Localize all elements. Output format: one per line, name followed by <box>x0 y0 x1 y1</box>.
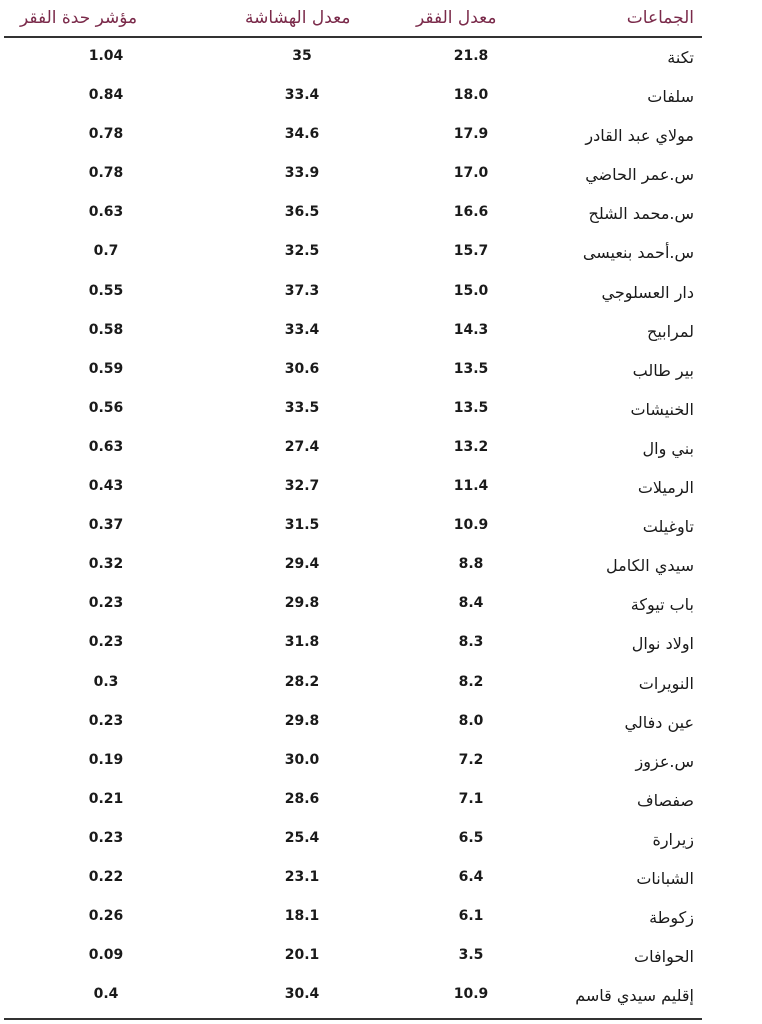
commune-name: الشبانات <box>636 868 694 888</box>
commune-name: مولاي عبد القادر <box>585 126 694 146</box>
poverty-rate-value: 10.9 <box>453 986 489 1003</box>
poverty-severity-value: 0.23 <box>88 595 124 612</box>
table-header <box>4 0 702 38</box>
commune-name: تكنة <box>667 48 694 67</box>
poverty-severity-value: 0.78 <box>88 126 124 143</box>
commune-name: الرميلات <box>637 478 694 498</box>
vulnerability-rate-value: 27.4 <box>284 438 320 455</box>
vulnerability-rate-value: 36.5 <box>284 204 320 221</box>
table-row <box>4 38 702 77</box>
vulnerability-rate-value: 32.5 <box>284 243 320 260</box>
poverty-rate-value: 17.9 <box>453 126 489 143</box>
vulnerability-rate-value: 35 <box>292 48 312 64</box>
commune-name: بني وال <box>642 438 694 458</box>
poverty-table <box>4 0 702 1015</box>
table-row <box>4 585 702 624</box>
poverty-rate-value: 18.0 <box>453 87 489 104</box>
commune-name: زكوطة <box>649 908 694 928</box>
vulnerability-rate-value: 32.7 <box>284 478 320 495</box>
header-vulnerability-rate: معدل الهشاشة <box>245 8 351 28</box>
poverty-rate-value: 15.7 <box>453 243 489 260</box>
table-row <box>4 898 702 937</box>
poverty-rate-value: 8.4 <box>458 595 484 612</box>
poverty-rate-value: 10.9 <box>453 517 489 534</box>
commune-name: س.عزوز <box>635 751 694 771</box>
vulnerability-rate-value: 37.3 <box>284 282 320 299</box>
vulnerability-rate-value: 34.6 <box>284 126 320 143</box>
header-poverty-severity: مؤشر حدة الفقر <box>20 8 138 28</box>
table-row <box>4 233 702 272</box>
commune-name: الخنيشات <box>630 399 694 419</box>
poverty-rate-value: 8.0 <box>458 712 484 729</box>
poverty-rate-value: 7.2 <box>458 751 484 768</box>
vulnerability-rate-value: 33.9 <box>284 165 320 182</box>
vulnerability-rate-value: 31.5 <box>284 517 320 534</box>
table-row <box>4 859 702 898</box>
poverty-severity-value: 0.32 <box>88 556 124 573</box>
poverty-severity-value: 0.43 <box>88 478 124 495</box>
commune-name: بير طالب <box>632 360 694 380</box>
poverty-severity-value: 0.3 <box>93 673 119 690</box>
poverty-severity-value: 0.21 <box>88 790 124 807</box>
table-row <box>4 155 702 194</box>
poverty-severity-value: 0.26 <box>88 908 124 925</box>
poverty-rate-value: 11.4 <box>453 478 489 495</box>
commune-name: س.عمر الحاضي <box>585 165 694 185</box>
table-row <box>4 194 702 233</box>
table-row <box>4 781 702 820</box>
poverty-severity-value: 0.78 <box>88 165 124 182</box>
commune-name: اولاد نوال <box>631 634 694 654</box>
table-row <box>4 351 702 390</box>
poverty-severity-value: 0.23 <box>88 712 124 729</box>
poverty-severity-value: 0.37 <box>88 517 124 534</box>
table-row <box>4 116 702 155</box>
table-row <box>4 820 702 859</box>
table-row <box>4 77 702 116</box>
poverty-rate-value: 14.3 <box>453 321 489 338</box>
poverty-rate-value: 6.4 <box>458 868 484 885</box>
table-row <box>4 546 702 585</box>
commune-name: لمرابيح <box>646 321 694 341</box>
poverty-rate-value: 3.5 <box>458 947 484 964</box>
table-row <box>4 664 702 703</box>
poverty-severity-value: 0.09 <box>88 947 124 964</box>
poverty-severity-value: 0.56 <box>88 399 124 416</box>
commune-name: باب تيوكة <box>630 595 694 615</box>
poverty-rate-value: 13.2 <box>453 438 489 455</box>
table-row <box>4 312 702 351</box>
table-row <box>4 390 702 429</box>
commune-name: زيرارة <box>652 829 694 849</box>
vulnerability-rate-value: 25.4 <box>284 829 320 846</box>
poverty-severity-value: 0.58 <box>88 321 124 338</box>
vulnerability-rate-value: 29.8 <box>284 712 320 729</box>
commune-name: الحوافات <box>634 947 694 967</box>
commune-name: إقليم سيدي قاسم <box>575 986 694 1006</box>
vulnerability-rate-value: 31.8 <box>284 634 320 651</box>
commune-name: سيدي الكامل <box>606 556 694 576</box>
vulnerability-rate-value: 29.4 <box>284 556 320 573</box>
vulnerability-rate-value: 29.8 <box>284 595 320 612</box>
poverty-severity-value: 0.22 <box>88 868 124 885</box>
vulnerability-rate-value: 23.1 <box>284 868 320 885</box>
poverty-rate-value: 8.8 <box>458 556 484 573</box>
vulnerability-rate-value: 20.1 <box>284 947 320 964</box>
poverty-severity-value: 0.63 <box>88 204 124 221</box>
vulnerability-rate-value: 33.4 <box>284 321 320 338</box>
poverty-severity-value: 0.59 <box>88 360 124 377</box>
vulnerability-rate-value: 28.6 <box>284 790 320 807</box>
commune-name: س.محمد الشلح <box>588 204 694 224</box>
table-row <box>4 703 702 742</box>
table-row <box>4 273 702 312</box>
poverty-severity-value: 0.63 <box>88 438 124 455</box>
vulnerability-rate-value: 18.1 <box>284 908 320 925</box>
poverty-severity-value: 0.7 <box>93 243 119 260</box>
poverty-rate-value: 16.6 <box>453 204 489 221</box>
poverty-rate-value: 8.2 <box>458 673 484 690</box>
vulnerability-rate-value: 30.0 <box>284 751 320 768</box>
table-body <box>4 38 702 1015</box>
poverty-severity-value: 1.04 <box>88 48 124 64</box>
commune-name: عين دفالي <box>624 712 694 732</box>
poverty-rate-value: 6.1 <box>458 908 484 925</box>
vulnerability-rate-value: 28.2 <box>284 673 320 690</box>
poverty-severity-value: 0.23 <box>88 829 124 846</box>
vulnerability-rate-value: 30.6 <box>284 360 320 377</box>
poverty-rate-value: 8.3 <box>458 634 484 651</box>
vulnerability-rate-value: 33.5 <box>284 399 320 416</box>
poverty-rate-value: 6.5 <box>458 829 484 846</box>
poverty-severity-value: 0.19 <box>88 751 124 768</box>
table-row <box>4 429 702 468</box>
poverty-severity-value: 0.84 <box>88 87 124 104</box>
table-row <box>4 624 702 663</box>
poverty-severity-value: 0.4 <box>93 986 119 1003</box>
table-row <box>4 742 702 781</box>
table-row <box>4 468 702 507</box>
poverty-severity-value: 0.55 <box>88 282 124 299</box>
bottom-rule <box>4 1018 702 1020</box>
poverty-rate-value: 17.0 <box>453 165 489 182</box>
commune-name: سلفات <box>647 87 694 107</box>
poverty-rate-value: 13.5 <box>453 360 489 377</box>
header-poverty-rate: معدل الفقر <box>416 8 497 28</box>
commune-name: صفصاف <box>636 790 694 810</box>
table-row <box>4 937 702 976</box>
table-row <box>4 507 702 546</box>
commune-name: دار العسلوجي <box>601 282 694 302</box>
table-row <box>4 976 702 1015</box>
commune-name: النويرات <box>638 673 694 693</box>
poverty-severity-value: 0.23 <box>88 634 124 651</box>
vulnerability-rate-value: 33.4 <box>284 87 320 104</box>
poverty-rate-value: 7.1 <box>458 790 484 807</box>
poverty-rate-value: 21.8 <box>453 48 489 64</box>
header-communes: الجماعات <box>626 8 694 28</box>
commune-name: س.أحمد بنعيسى <box>582 243 694 263</box>
poverty-rate-value: 15.0 <box>453 282 489 299</box>
commune-name: تاوغيلت <box>642 517 694 537</box>
poverty-rate-value: 13.5 <box>453 399 489 416</box>
vulnerability-rate-value: 30.4 <box>284 986 320 1003</box>
